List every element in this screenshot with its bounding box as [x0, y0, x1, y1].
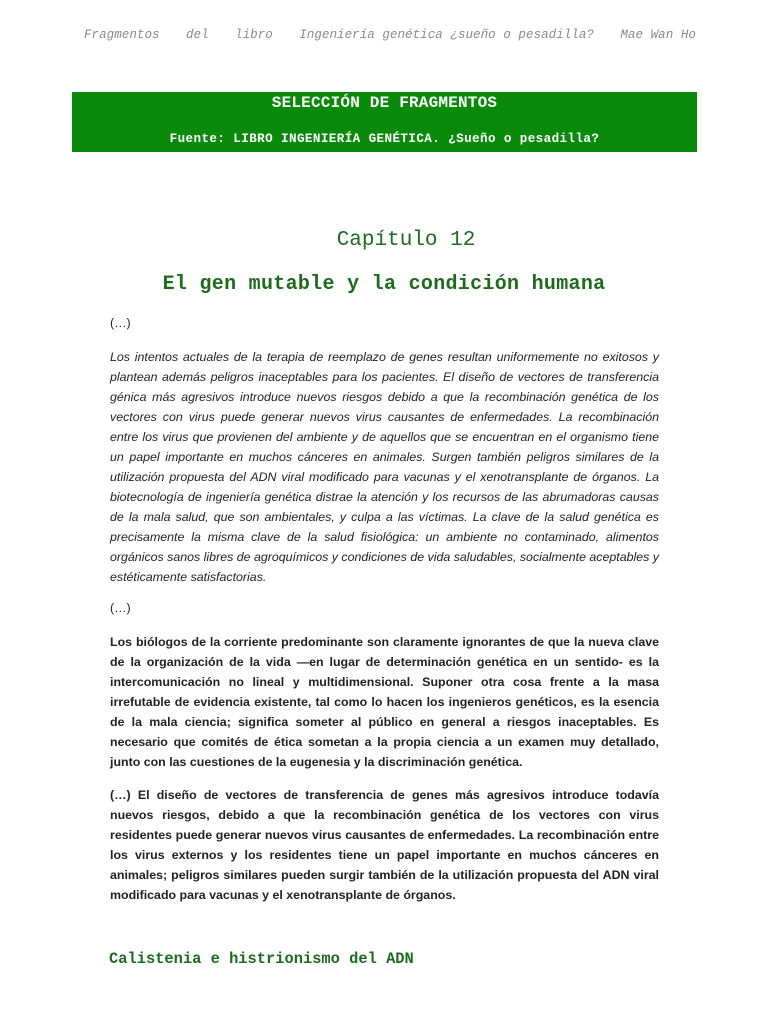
- running-header-item: Ingeniería genética ¿sueño o pesadilla?: [299, 28, 594, 42]
- running-header-item: del: [185, 28, 209, 42]
- running-header-item: Fragmentos: [84, 28, 160, 42]
- ellipsis-marker: (…): [110, 601, 131, 615]
- section-heading: Calistenia e histrionismo del ADN: [109, 950, 414, 968]
- banner-source: Fuente: LIBRO INGENIERÍA GENÉTICA. ¿Sueño o pesadilla?: [169, 132, 600, 146]
- paragraph-bold: Los biólogos de la corriente predominante son claramente ignorantes de que la nueva clave de la organización de la vida —en lugar de determinación genética en un sentido- es la intercomunicación no lineal y multidimensional. Suponer otra cosa frente a la masa irrefutable de evidencia existente, tal como lo hacen los ingenieros genéticos, es la esencia de la mala ciencia; significa someter al público en general a riesgos inaceptables. Es necesario que comités de ética sometan a la propia ciencia a un examen muy detallado, junto con las cuestiones de la eugenesia y la discriminación genética.: [110, 635, 659, 769]
- paragraph-italic: Los intentos actuales de la terapia de reemplazo de genes resultan uniformemente no exitosos y plantean además peligros inaceptables para los pacientes. El diseño de vectores de transferencia génica más agresivos introduce nuevos riesgos debido a que la recombinación genética de los vectores con virus puede generar nuevos virus causantes de enfermedades. La recombinación entre los virus que provienen del ambiente y de aquellos que se encuentran en el organismo tiene un papel importante en muchos cánceres en animales. Surgen también peligros similares de la utilización propuesta del ADN viral modificado para vacunas y el xenotransplante de órganos. La biotecnología de ingeniería genética distrae la atención y los recursos de las abrumadoras causas de la mala salud, que son ambientales, y culpa a las víctimas. La clave de la salud genética es precisamente la misma clave de la salud fisiológica: un ambiente no contaminado, alimentos orgánicos sanos libres de agroquímicos y condiciones de vida saludables, socialmente aceptables y estéticamente satisfactorias.: [110, 350, 659, 584]
- selection-banner: [72, 92, 697, 152]
- ellipsis-marker: (…): [110, 316, 131, 330]
- chapter-title: El gen mutable y la condición humana: [162, 273, 606, 296]
- running-header-item: Mae Wan Ho: [620, 28, 696, 42]
- running-header: [84, 28, 696, 42]
- chapter-number: Capítulo 12: [336, 229, 476, 252]
- banner-title: SELECCIÓN DE FRAGMENTOS: [271, 94, 498, 112]
- running-header-item: libro: [235, 28, 273, 42]
- paragraph-bold: (…) El diseño de vectores de transferencia de genes más agresivos introduce todavía nuevos riesgos, debido a que la recombinación genética de los vectores con virus residentes puede generar nuevos virus causantes de enfermedades. La recombinación entre los virus externos y los residentes tiene un papel importante en muchos cánceres en animales; peligros similares pueden surgir también de la utilización propuesta del ADN viral modificado para vacunas y el xenotransplante de órganos.: [110, 788, 659, 902]
